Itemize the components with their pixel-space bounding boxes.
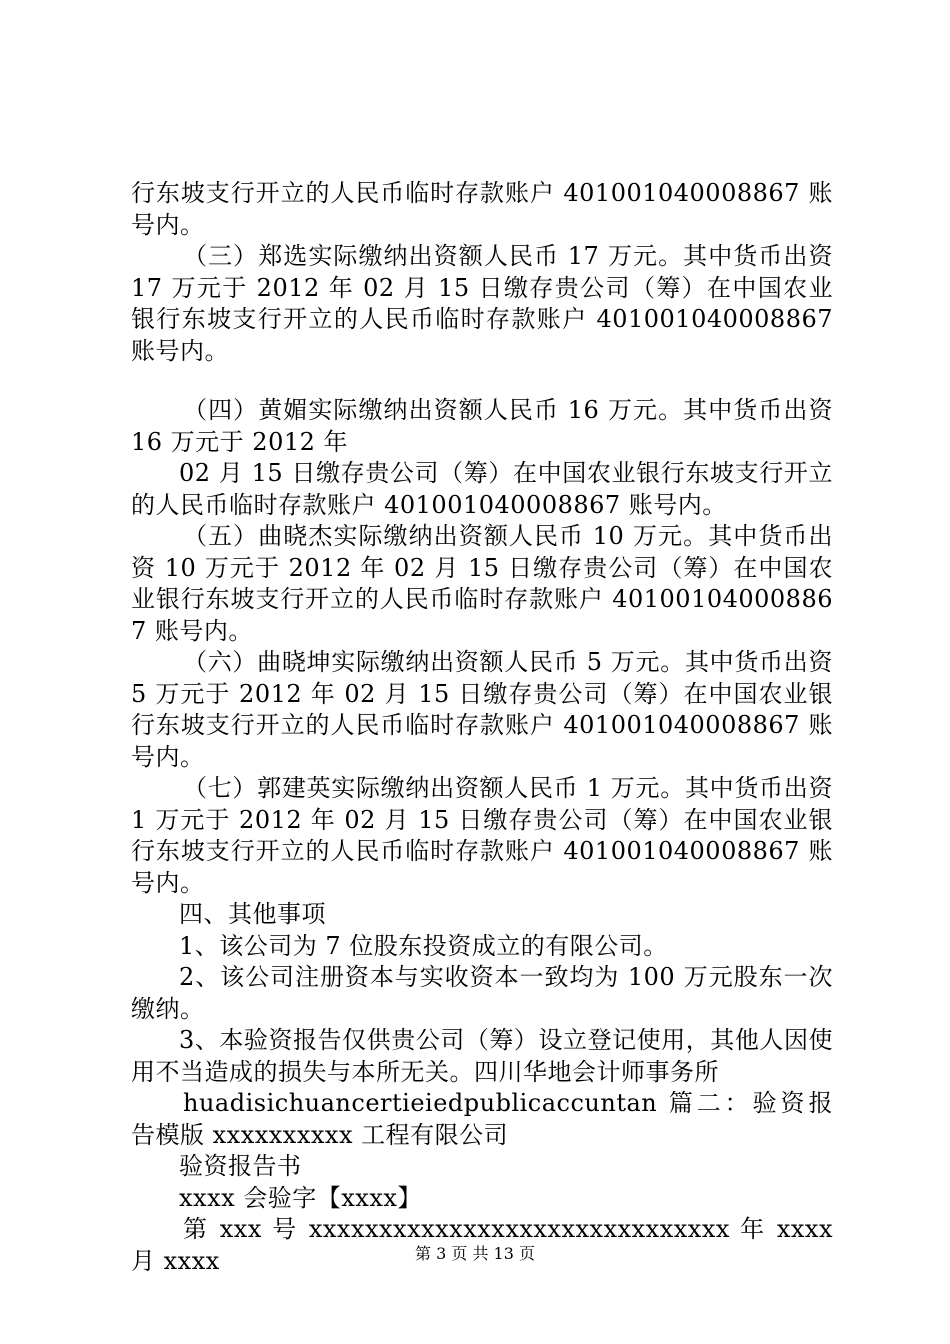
paragraph-gap [131, 367, 833, 395]
paragraph-report-number: 第 xxx 号 xxxxxxxxxxxxxxxxxxxxxxxxxxxxxx 年 xxxx 月 xxxx [131, 1215, 833, 1275]
paragraph-item-7: （七）郭建英实际缴纳出资额人民币 1 万元。其中货币出资 1 万元于 2012 年 02 月 15 日缴存贵公司（筹）在中国农业银行东坡支行开立的人民币临时存款账户 401001040008867 账号内。 [131, 774, 833, 897]
page-number-footer: 第 3 页 共 13 页 [415, 1244, 535, 1263]
paragraph-matter-2: 2、该公司注册资本与实收资本一致均为 100 万元股东一次缴纳。 [131, 963, 833, 1023]
paragraph-firm-english-name: huadisichuancertieiedpublicaccuntan 篇二：验资报告模版 xxxxxxxxxx 工程有限公司 [131, 1089, 833, 1149]
paragraph-item-4-continued: 02 月 15 日缴存贵公司（筹）在中国农业银行东坡支行开立的人民币临时存款账户 401001040008867 账号内。 [131, 459, 833, 519]
paragraph-matter-1: 1、该公司为 7 位股东投资成立的有限公司。 [179, 931, 668, 960]
document-body [131, 178, 833, 1277]
paragraph-report-code: xxxx 会验字【xxxx】 [179, 1183, 422, 1212]
paragraph-item-5: （五）曲晓杰实际缴纳出资额人民币 10 万元。其中货币出资 10 万元于 2012 年 02 月 15 日缴存贵公司（筹）在中国农业银行东坡支行开立的人民币临时存款账户 401001040008867 账号内。 [131, 522, 833, 645]
paragraph-item-6: （六）曲晓坤实际缴纳出资额人民币 5 万元。其中货币出资 5 万元于 2012 年 02 月 15 日缴存贵公司（筹）在中国农业银行东坡支行开立的人民币临时存款账户 401001040008867 账号内。 [131, 648, 833, 771]
paragraph-item-3: （三）郑选实际缴纳出资额人民币 17 万元。其中货币出资 17 万元于 2012 年 02 月 15 日缴存贵公司（筹）在中国农业银行东坡支行开立的人民币临时存款账户 401001040008867 账号内。 [131, 242, 833, 365]
paragraph-report-title: 验资报告书 [179, 1152, 302, 1180]
paragraph-matter-3: 3、本验资报告仅供贵公司（筹）设立登记使用，其他人因使用不当造成的损失与本所无关。四川华地会计师事务所 [131, 1026, 833, 1086]
section-heading-other-matters: 四、其他事项 [179, 900, 326, 928]
paragraph-account-continuation: 行东坡支行开立的人民币临时存款账户 401001040008867 账号内。 [131, 179, 833, 239]
paragraph-item-4: （四）黄媚实际缴纳出资额人民币 16 万元。其中货币出资 16 万元于 2012 年 [131, 396, 833, 456]
